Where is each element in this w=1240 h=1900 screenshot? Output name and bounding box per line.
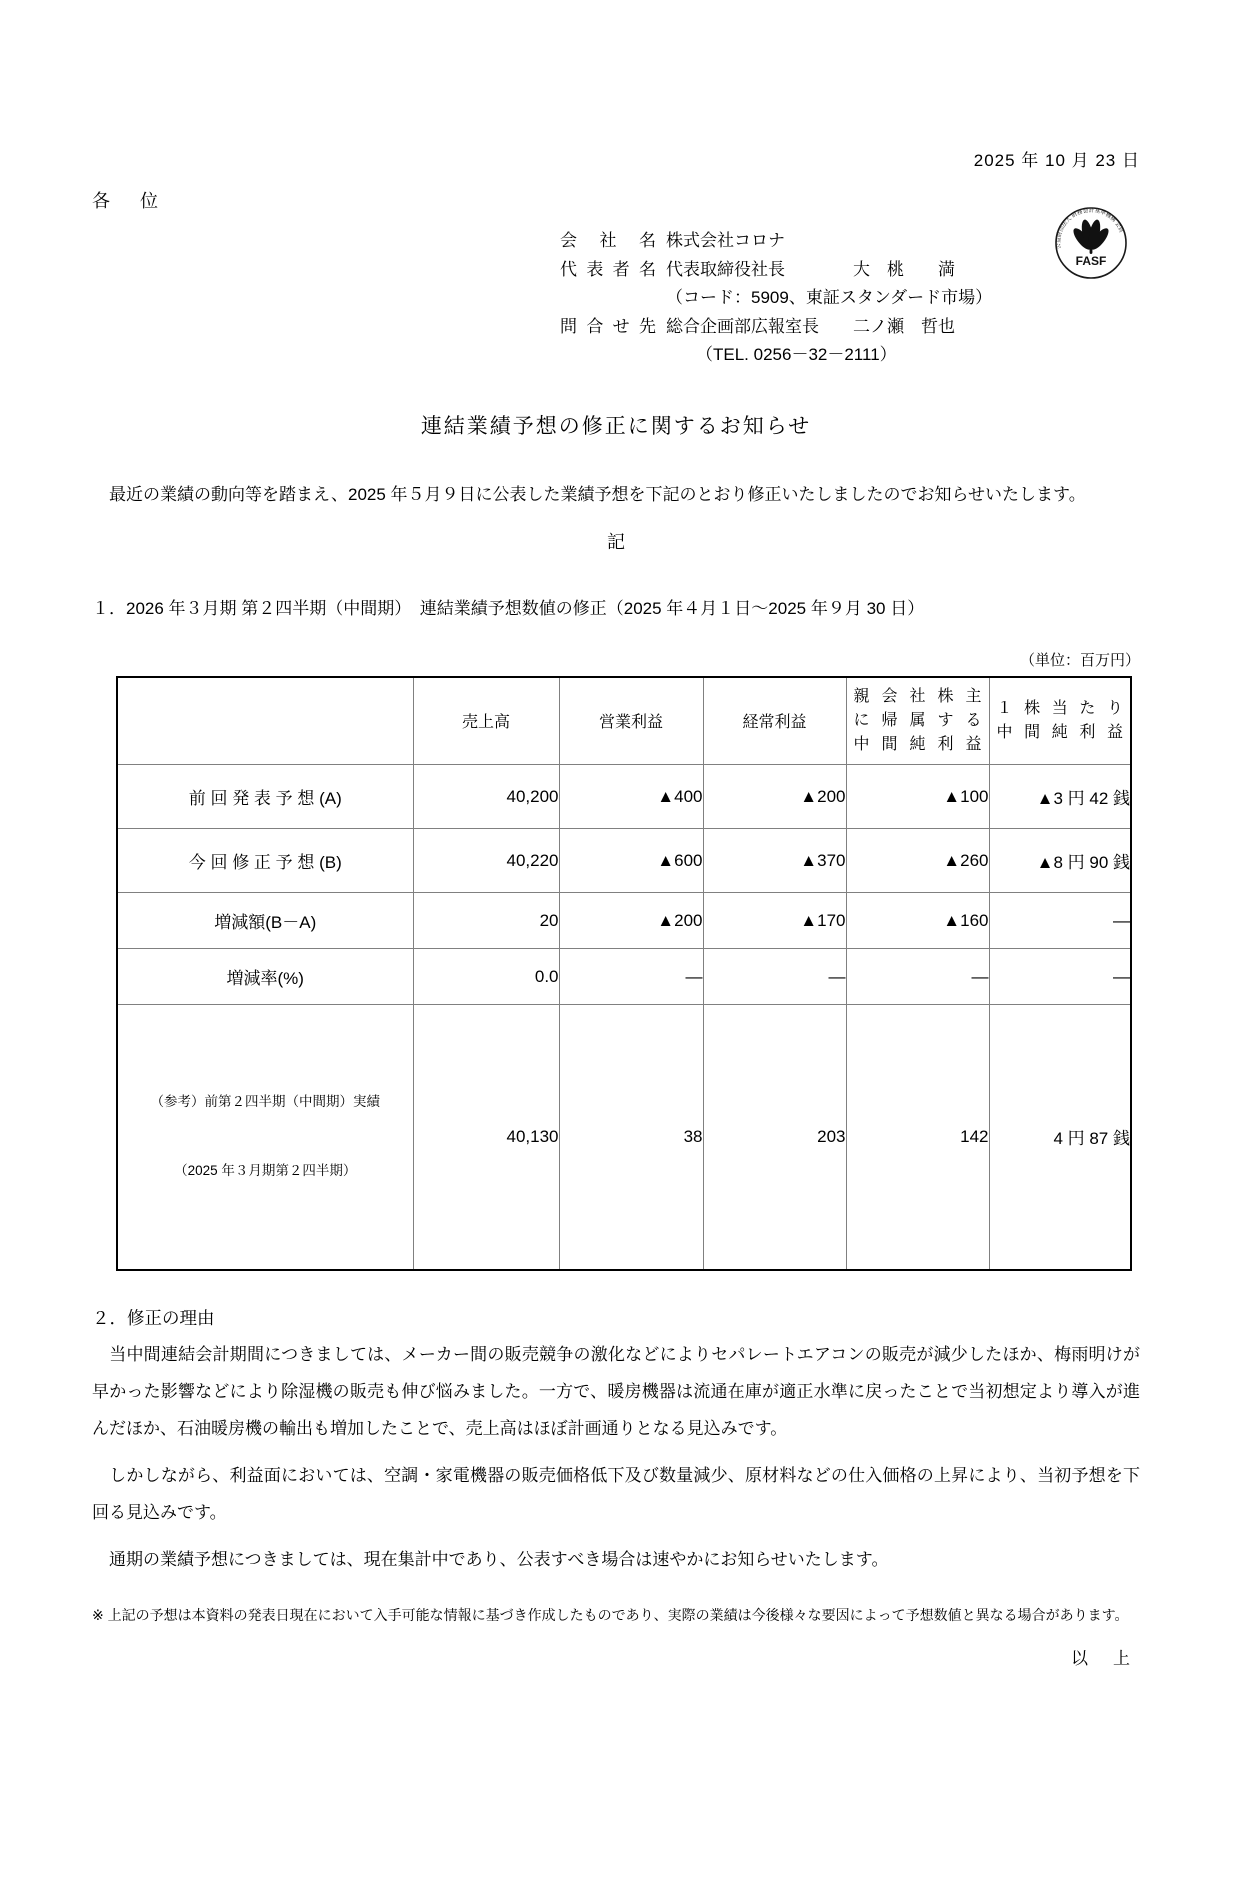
record-marker: 記 [607,531,625,552]
sales-value: 40,200 [413,765,559,829]
fasf-logo [1054,206,1128,280]
addressee: 各 位 [92,191,164,211]
header-blank-cell [117,677,413,765]
section1-heading: １．2026 年３月期 第２四半期（中間期） 連結業績予想数値の修正（2025 年４月１日～2025 年９月 30 日） [92,598,925,618]
header-eps: １ 株 当 た り 中 間 純 利 益 [989,677,1131,765]
table-row-revised-forecast [117,829,1131,893]
eps-value: ▲3 円 42 銭 [989,765,1131,829]
operating-value: ▲600 [559,829,703,893]
table-row-prior-actual [117,1005,1131,1270]
representative-value: 代表取締役社長 大 桃 満 [666,259,955,279]
company-name-label: 会 社 名 [560,231,656,250]
header-net-profit: 親 会 社 株 主 に 帰 属 す る 中 間 純 利 益 [846,677,989,765]
operating-value: ― [559,949,703,1005]
stock-code-value: （コード：5909、東証スタンダード市場） [666,288,993,307]
sales-value: 40,220 [413,829,559,893]
contact-row [560,313,1140,342]
stock-code-row [560,284,1140,313]
operating-value: ▲400 [559,765,703,829]
header-sales: 売上高 [413,677,559,765]
phone-value: （TEL. 0256－32－2111） [696,345,897,364]
section2-heading: ２．修正の理由 [92,1307,215,1328]
row-label: 増減率(%) [117,949,413,1005]
company-name-value: 株式会社コロナ [666,231,785,250]
row-label: （参考）前第２四半期（中間期）実績 （2025 年３月期第２四半期） [117,1005,413,1270]
unit-note: （単位：百万円） [1019,651,1140,669]
contact-value: 総合企画部広報室長 二ノ瀬 哲也 [666,316,955,336]
sales-value: 20 [413,893,559,949]
ordinary-value: ▲170 [703,893,846,949]
intro-paragraph: 最近の業績の動向等を踏まえ、2025 年５月９日に公表した業績予想を下記のとおり修正いたしましたのでお知らせいたします。 [92,484,1086,504]
table-row-change-rate [117,949,1131,1005]
sales-value: 40,130 [413,1005,559,1270]
sales-value: 0.0 [413,949,559,1005]
ordinary-value: ▲370 [703,829,846,893]
representative-row [560,256,1140,285]
ordinary-value: ▲200 [703,765,846,829]
net-value: 142 [846,1005,989,1270]
net-value: ▲160 [846,893,989,949]
document-date: 2025 年 10 月 23 日 [973,151,1140,170]
eps-value: ― [989,949,1131,1005]
reason-paragraph-1: 当中間連結会計期間につきましては、メーカー間の販売競争の激化などによりセパレートエアコンの販売が減少したほか、梅雨明けが早かった影響などにより除湿機の販売も伸び悩みました。一方で、暖房機器は流通在庫が適正水準に戻ったことで当初想定より導入が進んだほか、石油暖房機の輸出も増加したことで、売上高はほぼ計画通りとなる見込みです。 [92,1344,1140,1438]
forecast-table [116,676,1132,1271]
ordinary-value: ― [703,949,846,1005]
company-info-block [560,227,1140,370]
row-label: 増減額(B－A) [117,893,413,949]
row-label: 今 回 修 正 予 想 (B) [117,829,413,893]
net-value: ▲100 [846,765,989,829]
eps-value: ― [989,893,1131,949]
fasf-ring-text: 公益財団法人 財務会計基準機構 会員 [1055,207,1125,250]
header-ordinary-profit: 経常利益 [703,677,846,765]
header-operating-profit: 営業利益 [559,677,703,765]
reason-paragraph-3: 通期の業績予想につきましては、現在集計中であり、公表すべき場合は速やかにお知らせいたします。 [92,1549,889,1569]
row-label: 前 回 発 表 予 想 (A) [117,765,413,829]
net-value: ― [846,949,989,1005]
table-row-previous-forecast [117,765,1131,829]
fasf-label: FASF [1075,254,1107,268]
reason-paragraph-2: しかしながら、利益面においては、空調・家電機器の販売価格低下及び数量減少、原材料などの仕入価格の上昇により、当初予想を下回る見込みです。 [92,1465,1140,1522]
eps-value: ▲8 円 90 銭 [989,829,1131,893]
company-name-row [560,227,1140,256]
table-header-row [117,677,1131,765]
operating-value: ▲200 [559,893,703,949]
table-row-change-amount [117,893,1131,949]
operating-value: 38 [559,1005,703,1270]
forecast-disclaimer: ※ 上記の予想は本資料の発表日現在において入手可能な情報に基づき作成したものであり、実際の業績は今後様々な要因によって予想数値と異なる場合があります。 [92,1606,1129,1623]
net-value: ▲260 [846,829,989,893]
ordinary-value: 203 [703,1005,846,1270]
eps-value: 4 円 87 銭 [989,1005,1131,1270]
document-title: 連結業績予想の修正に関するお知らせ [420,414,812,438]
representative-label: 代表者名 [560,259,656,279]
contact-label: 問合せ先 [560,316,656,336]
closing-marker: 以 上 [1071,1648,1134,1668]
phone-row [560,341,1140,370]
press-release-page [0,146,1240,1900]
